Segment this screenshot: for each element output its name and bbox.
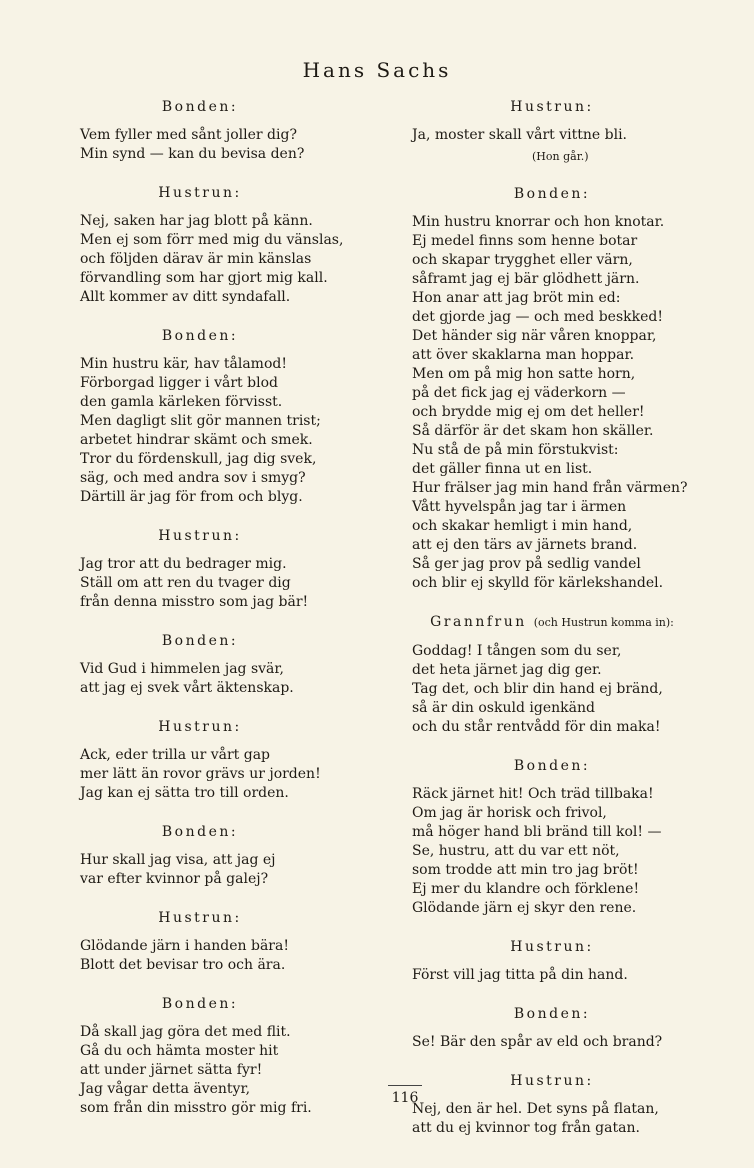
speaker-name: Bonden:: [513, 1006, 591, 1022]
verse-line: och skakar hemligt i min hand,: [412, 518, 633, 534]
verse-line: såframt jag ej bär glödhett järn.: [412, 271, 640, 287]
dialogue-block: [80, 909, 360, 975]
running-header: Hans Sachs: [302, 58, 452, 82]
verse-line: Men om på mig hon satte horn,: [412, 366, 636, 382]
speaker-label: [80, 909, 360, 927]
verse-line: Tror du fördenskull, jag dig svek,: [80, 451, 317, 467]
speaker-label: [80, 823, 360, 841]
speaker-label: [80, 995, 360, 1013]
verse-line: Därtill är jag för from och blyg.: [80, 489, 303, 505]
dialogue-block: [80, 327, 360, 507]
verse-line: att ej den tärs av järnets brand.: [412, 537, 638, 553]
verse-line: som från din misstro gör mig fri.: [80, 1100, 312, 1116]
verse-line: den gamla kärleken förvisst.: [80, 394, 283, 410]
dialogue-block: [80, 823, 360, 889]
verse-line: och du står rentvådd för din maka!: [412, 719, 661, 735]
verse-line: att jag ej svek vårt äktenskap.: [80, 680, 294, 696]
verse-line: mer lätt än rovor grävs ur jorden!: [80, 766, 321, 782]
verse-line: Så ger jag prov på sedlig vandel: [412, 556, 641, 572]
speaker-label: [80, 98, 360, 116]
speaker-name: Hustrun:: [158, 185, 242, 201]
stage-direction: (Hon går.): [532, 150, 589, 163]
verse-line: Det händer sig när våren knoppar,: [412, 328, 657, 344]
verse-line: som trodde att min tro jag bröt!: [412, 862, 639, 878]
verse-line: Ack, eder trilla ur vårt gap: [80, 747, 271, 763]
speaker-name: Bonden:: [161, 633, 239, 649]
speaker-name: Hustrun:: [158, 719, 242, 735]
dialogue-block: [80, 995, 360, 1118]
verse-line: Tag det, och blir din hand ej bränd,: [412, 681, 663, 697]
speaker-label: [80, 184, 360, 202]
verse-line: Men dagligt slit gör mannen trist;: [80, 413, 321, 429]
speaker-label: [412, 185, 712, 203]
verse-line: Då skall jag göra det med flit.: [80, 1024, 291, 1040]
dialogue-block: [412, 613, 712, 737]
verse-line: och brydde mig ej om det heller!: [412, 404, 645, 420]
verse-line: Min synd — kan du bevisa den?: [80, 146, 305, 162]
dialogue-block: [80, 632, 360, 698]
verse-line: Min hustru knorrar och hon knotar.: [412, 214, 665, 230]
verse-line: Vid Gud i himmelen jag svär,: [80, 661, 284, 677]
speaker-label: [412, 1072, 712, 1090]
verse-line: Först vill jag titta på din hand.: [412, 967, 628, 983]
verse-line: Jag tror att du bedrager mig.: [80, 556, 287, 572]
speaker-label: [80, 527, 360, 545]
left-column: [80, 98, 360, 1138]
verse-line: var efter kvinnor på galej?: [80, 871, 269, 887]
dialogue-block: [412, 757, 712, 918]
verse-line: Vått hyvelspån jag tar i ärmen: [412, 499, 627, 515]
speaker-note: (och Hustrun komma in):: [533, 616, 674, 629]
verse-line: Blott det bevisar tro och ära.: [80, 957, 286, 973]
verse-line: det gäller finna ut en list.: [412, 461, 593, 477]
verse-line: det gjorde jag — och med beskked!: [412, 309, 663, 325]
verse-line: att du ej kvinnor tog från gatan.: [412, 1120, 640, 1136]
verse-line: Om jag är horisk och frivol,: [412, 805, 607, 821]
verse-line: Så därför är det skam hon skäller.: [412, 423, 654, 439]
verse-line: Jag vågar detta äventyr,: [80, 1081, 251, 1097]
verse-line: att över skaklarna man hoppar.: [412, 347, 635, 363]
verse-line: må höger hand bli bränd till kol! —: [412, 824, 662, 840]
verse-line: Hur frälser jag min hand från värmen?: [412, 480, 688, 496]
verse-line: Nu stå de på min förstukvist:: [412, 442, 619, 458]
verse-line: Räck järnet hit! Och träd tillbaka!: [412, 786, 654, 802]
dialogue-block: [412, 1005, 712, 1052]
verse-line: Se! Bär den spår av eld och brand?: [412, 1034, 663, 1050]
verse-line: Glödande järn i handen bära!: [80, 938, 289, 954]
dialogue-block: [80, 718, 360, 803]
dialogue-block: [80, 98, 360, 164]
verse-line: Ställ om att ren du tvager dig: [80, 575, 291, 591]
speaker-name: Bonden:: [513, 758, 591, 774]
verse-line: och följden därav är min känslas: [80, 251, 312, 267]
verse-line: Goddag! I tången som du ser,: [412, 643, 622, 659]
verse-line: Ej medel finns som henne botar: [412, 233, 638, 249]
verse-line: Ej mer du klandre och förklene!: [412, 881, 640, 897]
speaker-name: Bonden:: [161, 996, 239, 1012]
verse-line: Men ej som förr med mig du vänslas,: [80, 232, 344, 248]
verse-line: Glödande järn ej skyr den rene.: [412, 900, 637, 916]
footer-rule: [388, 1085, 422, 1086]
verse-line: Jag kan ej sätta tro till orden.: [80, 785, 289, 801]
verse-line: Allt kommer av ditt syndafall.: [80, 289, 291, 305]
verse-line: förvandling som har gjort mig kall.: [80, 270, 328, 286]
speaker-name: Hustrun:: [510, 1073, 594, 1089]
verse-line: Nej, saken har jag blott på känn.: [80, 213, 313, 229]
speaker-name: Hustrun:: [510, 939, 594, 955]
verse-line: att under järnet sätta fyr!: [80, 1062, 263, 1078]
dialogue-block: [412, 98, 712, 165]
verse-line: Förborgad ligger i vårt blod: [80, 375, 278, 391]
dialogue-block: [412, 938, 712, 985]
speaker-label: [80, 327, 360, 345]
verse-line: och skapar trygghet eller värn,: [412, 252, 633, 268]
verse-line: på det fick jag ej väderkorn —: [412, 385, 626, 401]
speaker-label: [412, 757, 712, 775]
verse-line: Vem fyller med sånt joller dig?: [80, 127, 297, 143]
dialogue-block: [80, 184, 360, 307]
verse-line: Hur skall jag visa, att jag ej: [80, 852, 276, 868]
page-number: 116: [391, 1090, 419, 1106]
speaker-name: Bonden:: [161, 328, 239, 344]
verse-line: och blir ej skylld för kärlekshandel.: [412, 575, 664, 591]
verse-line: så är din oskuld igenkänd: [412, 700, 595, 716]
speaker-name: Hustrun:: [510, 99, 594, 115]
speaker-name: Bonden:: [161, 824, 239, 840]
dialogue-block: [412, 185, 712, 593]
speaker-name: Bonden:: [513, 186, 591, 202]
speaker-label: [80, 718, 360, 736]
verse-line: Gå du och hämta moster hit: [80, 1043, 279, 1059]
speaker-label: [412, 938, 712, 956]
dialogue-block: [80, 527, 360, 612]
speaker-label: [80, 632, 360, 650]
speaker-name: Hustrun:: [158, 528, 242, 544]
verse-line: Min hustru kär, hav tålamod!: [80, 356, 287, 372]
speaker-label: [412, 1005, 712, 1023]
speaker-name: Grannfrun: [430, 614, 527, 630]
speaker-label: [412, 98, 712, 116]
verse-line: det heta järnet jag dig ger.: [412, 662, 602, 678]
verse-line: Nej, den är hel. Det syns på flatan,: [412, 1101, 659, 1117]
speaker-name: Hustrun:: [158, 910, 242, 926]
verse-line: från denna misstro som jag bär!: [80, 594, 309, 610]
verse-line: Se, hustru, att du var ett nöt,: [412, 843, 620, 859]
verse-line: Hon anar att jag bröt min ed:: [412, 290, 621, 306]
speaker-label: [412, 613, 712, 632]
speaker-name: Bonden:: [161, 99, 239, 115]
verse-line: Ja, moster skall vårt vittne bli.: [412, 127, 628, 143]
right-column: [412, 98, 712, 1158]
verse-line: säg, och med andra sov i smyg?: [80, 470, 306, 486]
verse-line: arbetet hindrar skämt och smek.: [80, 432, 313, 448]
dialogue-block: [412, 1072, 712, 1138]
